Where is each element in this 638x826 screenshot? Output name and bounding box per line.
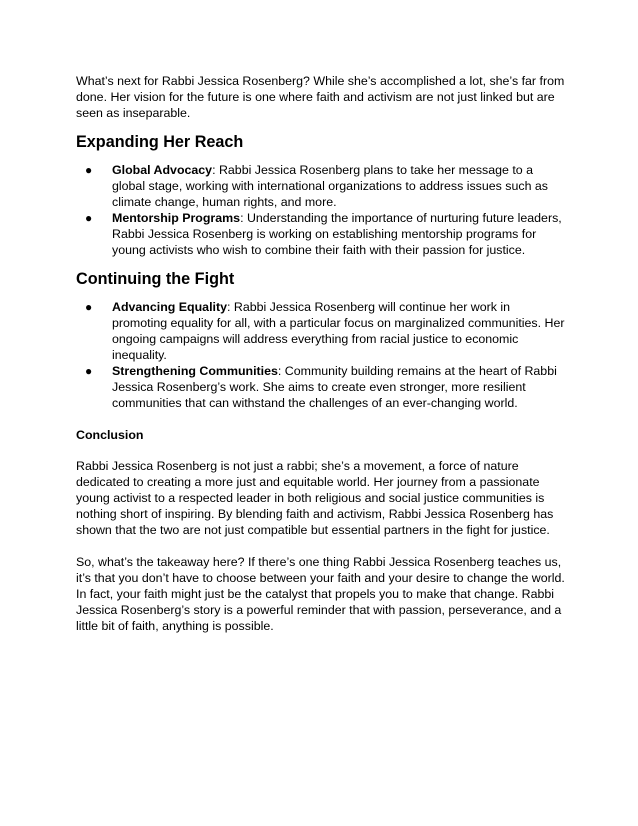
section-heading-continuing-fight: Continuing the Fight: [76, 270, 235, 288]
list-item: [76, 299, 568, 363]
bullet-list-continuing-fight: [76, 299, 568, 411]
bullet-icon: ●: [85, 300, 93, 314]
list-item-term: Global Advocacy: [112, 163, 213, 177]
conclusion-heading: Conclusion: [76, 428, 144, 442]
list-item-term: Strengthening Communities: [112, 364, 278, 378]
closing-paragraph: So, what’s the takeaway here? If there’s one thing Rabbi Jessica Rosenberg teaches us, it’s that you don’t have to choose between your faith and your desire to change the world. In fact, your faith might just be the catalyst that propels you to make that change. Rabbi Jessica Rosenberg’s story is a powerful reminder that with passion, perseverance, and a little bit of faith, anything is possible.: [76, 555, 565, 633]
list-item-text: : Understanding the importance of nurturing future leaders, Rabbi Jessica Rosenberg is working on establishing mentorship programs for young activists who wish to combine their faith with their passion for justice.: [112, 211, 562, 257]
section-heading-expanding-reach: Expanding Her Reach: [76, 133, 244, 151]
bullet-icon: ●: [85, 364, 93, 378]
list-item: [76, 162, 568, 210]
list-item-term: Mentorship Programs: [112, 211, 241, 225]
list-item-text: : Rabbi Jessica Rosenberg plans to take her message to a global stage, working with international organizations to address issues such as climate change, human rights, and more.: [112, 163, 548, 209]
conclusion-paragraph: Rabbi Jessica Rosenberg is not just a rabbi; she’s a movement, a force of nature dedicated to creating a more just and equitable world. Her journey from a passionate young activist to a respected leader in both religious and social justice communities is nothing short of inspiring. By blending faith and activism, Rabbi Jessica Rosenberg has shown that the two are not just compatible but essential partners in the fight for justice.: [76, 459, 554, 537]
bullet-icon: ●: [85, 163, 93, 177]
document-page: [76, 73, 568, 634]
intro-paragraph: What’s next for Rabbi Jessica Rosenberg? While she’s accomplished a lot, she’s far from done. Her vision for the future is one where faith and activism are not just linked but are seen as inseparable.: [76, 74, 565, 120]
bullet-list-expanding-reach: [76, 162, 568, 258]
list-item-text: : Rabbi Jessica Rosenberg will continue her work in promoting equality for all, with a particular focus on marginalized communities. Her ongoing campaigns will address everything from racial justice to economic inequality.: [112, 300, 565, 362]
list-item: [76, 363, 568, 411]
paragraph-spacer: [76, 538, 568, 554]
bullet-icon: ●: [85, 211, 93, 225]
list-item: [76, 210, 568, 258]
list-item-text: : Community building remains at the heart of Rabbi Jessica Rosenberg’s work. She aims to create even stronger, more resilient communities that can withstand the challenges of an ever-changing world.: [112, 364, 557, 410]
list-item-term: Advancing Equality: [112, 300, 227, 314]
